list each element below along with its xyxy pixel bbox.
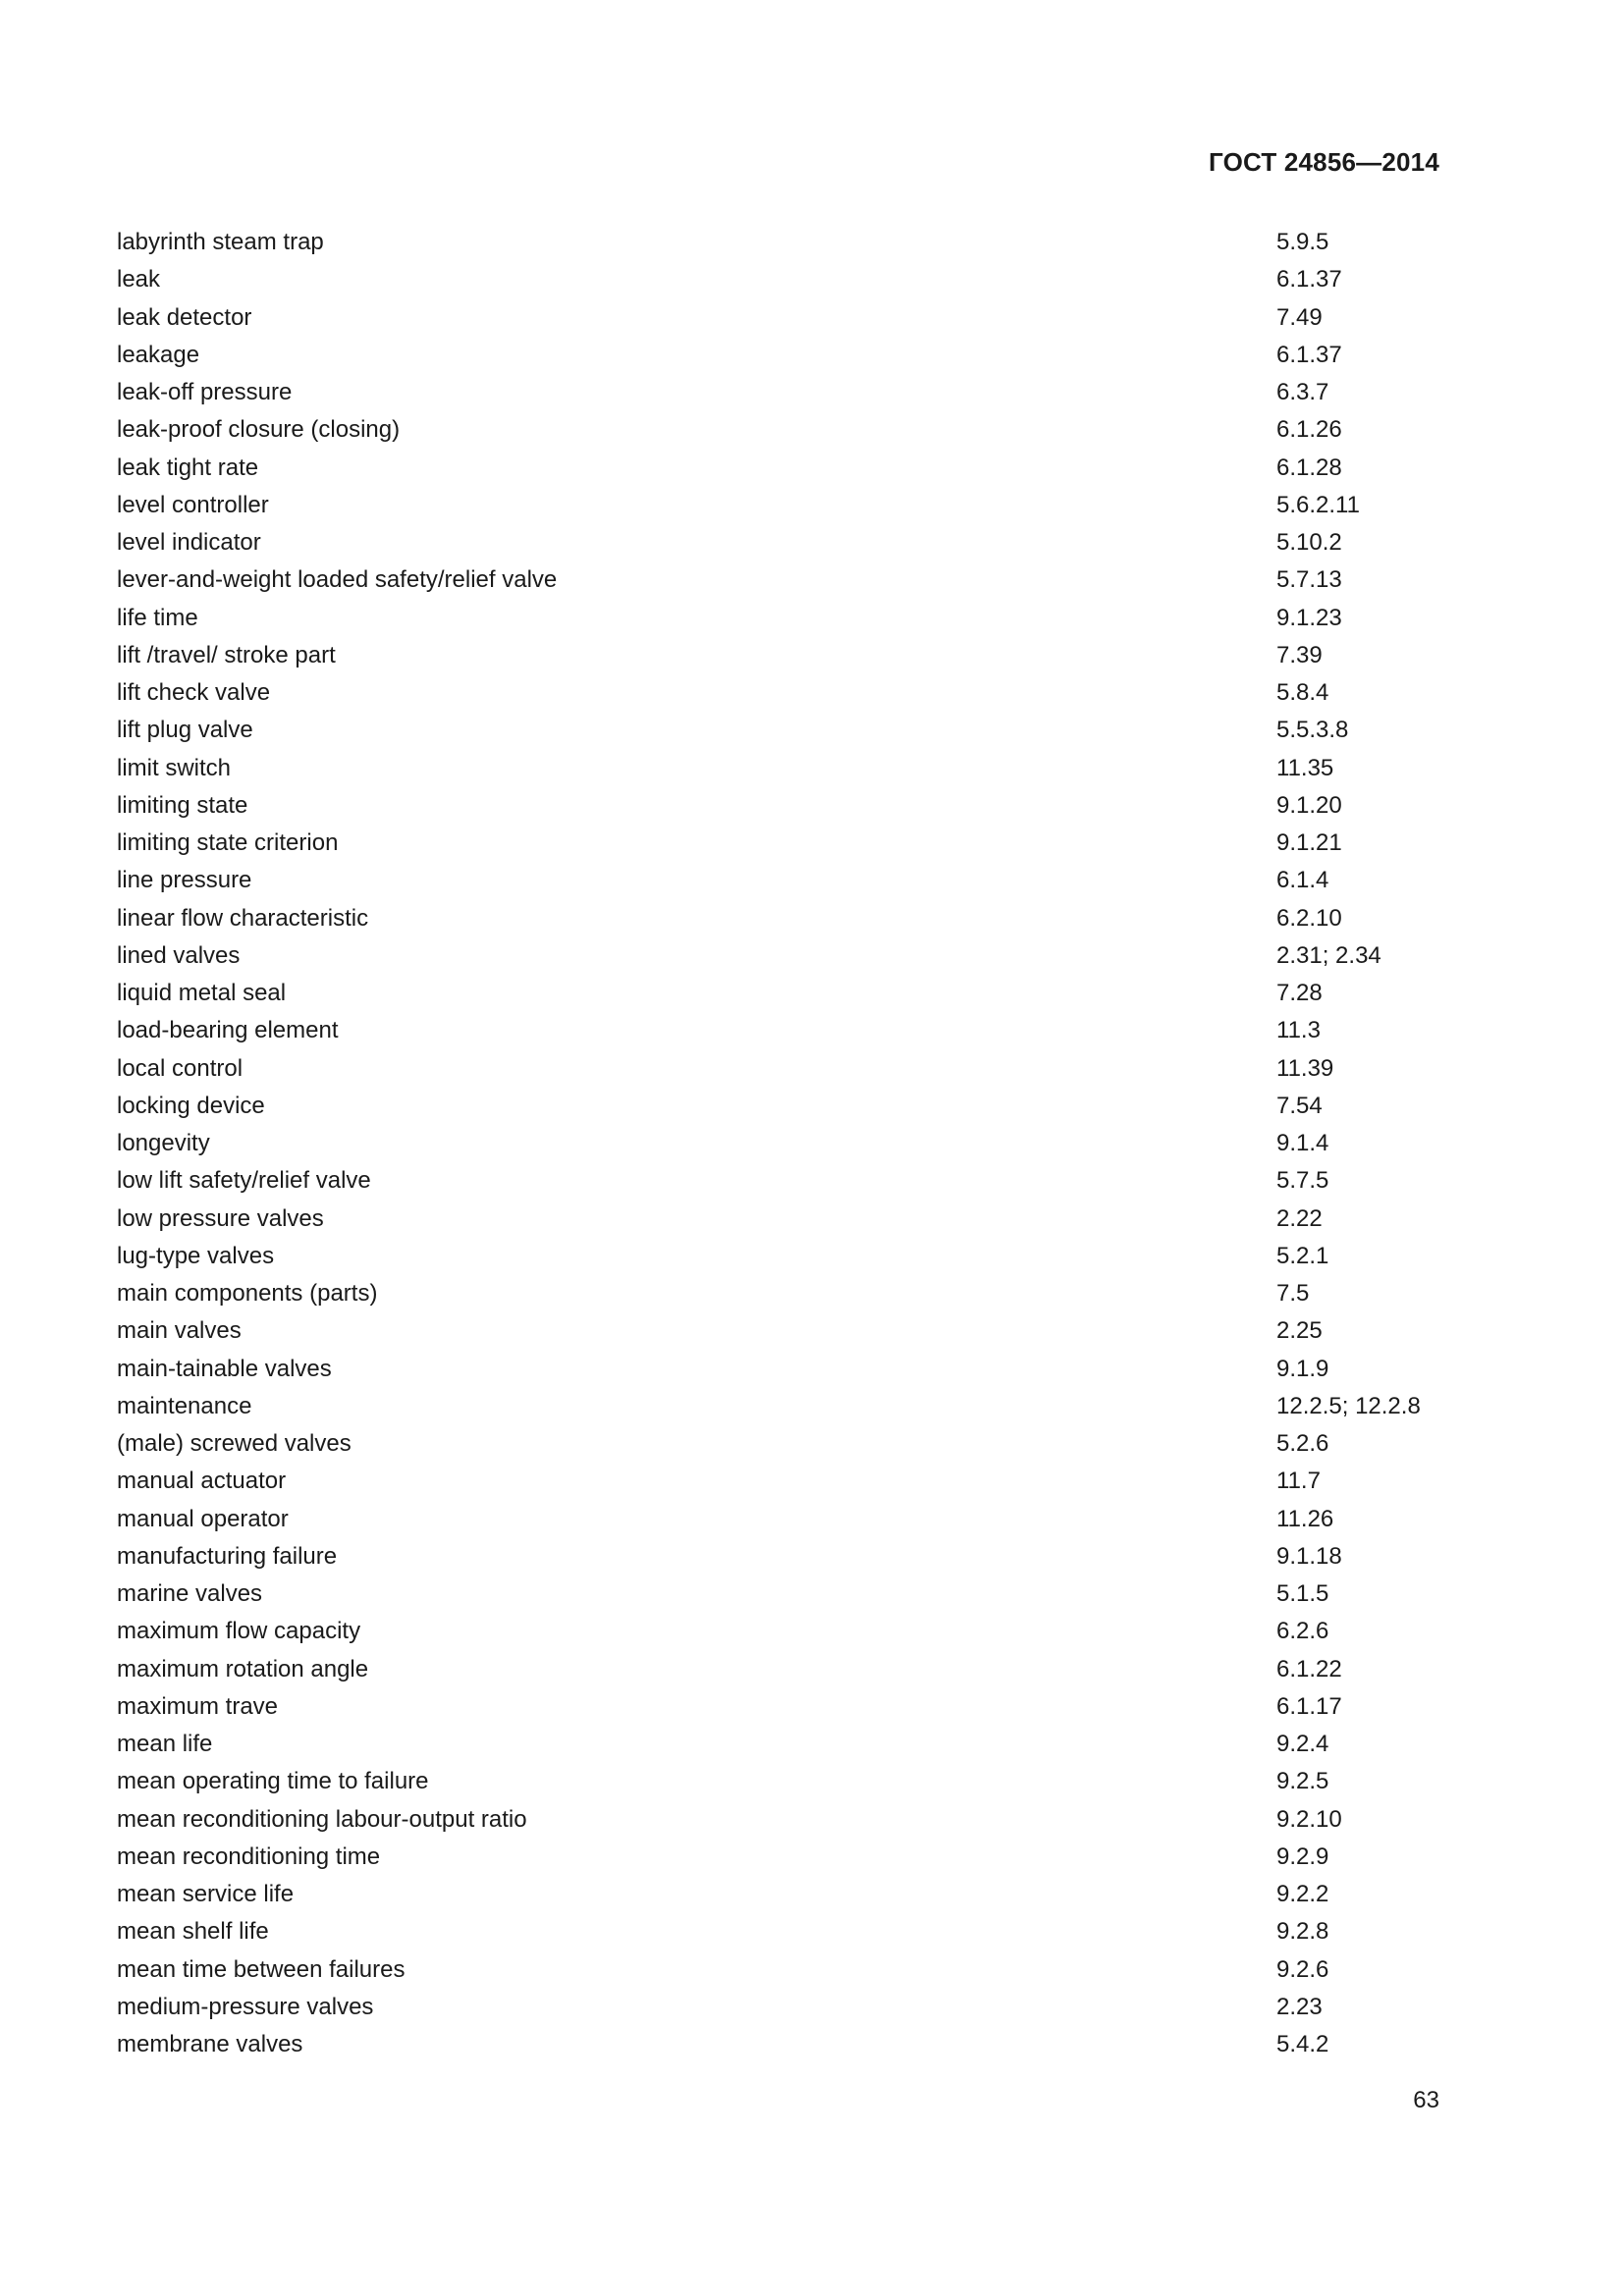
term-index-list — [117, 224, 1491, 2063]
index-term: mean reconditioning labour-output ratio — [117, 1805, 527, 1833]
index-row — [117, 261, 1491, 298]
index-row — [117, 1162, 1491, 1200]
index-term: manufacturing failure — [117, 1542, 338, 1570]
index-reference: 5.8.4 — [1276, 679, 1329, 706]
index-term: mean shelf life — [117, 1918, 269, 1946]
index-reference: 6.1.28 — [1276, 454, 1342, 481]
index-row — [117, 600, 1491, 637]
index-term: lift /travel/ stroke part — [117, 641, 336, 668]
index-term: limiting state criterion — [117, 829, 339, 856]
index-row — [117, 1613, 1491, 1650]
index-row — [117, 937, 1491, 975]
index-term: labyrinth steam trap — [117, 229, 324, 255]
index-term: maximum flow capacity — [117, 1618, 361, 1645]
index-reference: 12.2.5; 12.2.8 — [1276, 1392, 1421, 1419]
index-row — [117, 224, 1491, 261]
index-reference: 11.39 — [1276, 1054, 1334, 1082]
index-term: mean service life — [117, 1881, 295, 1907]
index-reference: 6.1.26 — [1276, 416, 1342, 444]
index-reference: 9.1.9 — [1276, 1355, 1329, 1382]
index-term: lined valves — [117, 941, 241, 969]
index-row — [117, 337, 1491, 374]
index-reference: 9.2.2 — [1276, 1881, 1329, 1907]
index-row — [117, 1088, 1491, 1125]
index-row — [117, 975, 1491, 1012]
index-reference: 7.28 — [1276, 980, 1323, 1006]
index-term: leak-off pressure — [117, 379, 293, 405]
index-row — [117, 1651, 1491, 1688]
index-reference: 7.49 — [1276, 303, 1323, 331]
index-row — [117, 450, 1491, 487]
index-term: lift plug valve — [117, 717, 253, 744]
index-row — [117, 1726, 1491, 1763]
index-reference: 9.2.9 — [1276, 1842, 1329, 1870]
index-reference: 11.26 — [1276, 1505, 1334, 1532]
index-term: leak tight rate — [117, 454, 259, 481]
index-row — [117, 1913, 1491, 1950]
index-term: maximum rotation angle — [117, 1655, 369, 1682]
index-row — [117, 1388, 1491, 1425]
document-standard-header: ГОСТ 24856—2014 — [1209, 147, 1439, 177]
index-term: linear flow characteristic — [117, 904, 369, 932]
index-term: limit switch — [117, 754, 232, 781]
index-reference: 5.9.5 — [1276, 229, 1329, 255]
index-reference: 6.1.37 — [1276, 341, 1342, 368]
index-term: lug-type valves — [117, 1242, 275, 1269]
index-reference: 6.3.7 — [1276, 379, 1329, 405]
index-term: limiting state — [117, 791, 248, 819]
index-term: load-bearing element — [117, 1017, 339, 1044]
index-reference: 7.5 — [1276, 1280, 1310, 1307]
index-row — [117, 1238, 1491, 1275]
index-term: low pressure valves — [117, 1204, 324, 1232]
index-row — [117, 1012, 1491, 1049]
index-row — [117, 561, 1491, 599]
index-reference: 5.5.3.8 — [1276, 717, 1349, 744]
index-term: mean operating time to failure — [117, 1768, 429, 1795]
index-reference: 5.2.1 — [1276, 1242, 1329, 1269]
index-term: mean life — [117, 1731, 213, 1757]
index-reference: 11.35 — [1276, 754, 1334, 781]
index-row — [117, 411, 1491, 449]
index-term: maintenance — [117, 1392, 252, 1419]
index-reference: 9.2.4 — [1276, 1731, 1329, 1757]
index-term: main components (parts) — [117, 1280, 378, 1307]
index-reference: 5.2.6 — [1276, 1430, 1329, 1457]
index-row — [117, 1425, 1491, 1463]
index-term: leakage — [117, 341, 200, 368]
index-reference: 5.7.5 — [1276, 1167, 1329, 1195]
index-reference: 9.2.5 — [1276, 1768, 1329, 1795]
index-term: marine valves — [117, 1580, 263, 1607]
index-reference: 6.2.10 — [1276, 904, 1342, 932]
index-reference: 2.22 — [1276, 1204, 1323, 1232]
index-row — [117, 1351, 1491, 1388]
index-reference: 9.2.6 — [1276, 1955, 1329, 1983]
index-reference: 11.7 — [1276, 1468, 1321, 1495]
index-reference: 6.1.37 — [1276, 266, 1342, 294]
index-term: membrane valves — [117, 2031, 303, 2057]
index-term: leak — [117, 266, 161, 294]
index-row — [117, 1050, 1491, 1088]
index-row — [117, 1575, 1491, 1613]
index-reference: 2.31; 2.34 — [1276, 941, 1381, 969]
index-reference: 2.25 — [1276, 1317, 1323, 1345]
index-term: lever-and-weight loaded safety/relief valve — [117, 566, 558, 594]
index-row — [117, 1839, 1491, 1876]
index-row — [117, 1763, 1491, 1800]
index-term: (male) screwed valves — [117, 1430, 352, 1457]
index-term: locking device — [117, 1092, 265, 1119]
index-row — [117, 524, 1491, 561]
index-term: level indicator — [117, 529, 261, 556]
index-row — [117, 1951, 1491, 1989]
index-row — [117, 862, 1491, 899]
index-term: low lift safety/relief valve — [117, 1167, 371, 1195]
index-row — [117, 1989, 1491, 2026]
index-row — [117, 900, 1491, 937]
index-row — [117, 1201, 1491, 1238]
index-reference: 9.1.23 — [1276, 604, 1342, 631]
index-row — [117, 674, 1491, 712]
index-row — [117, 787, 1491, 825]
index-row — [117, 1501, 1491, 1538]
index-row — [117, 2026, 1491, 2063]
index-term: liquid metal seal — [117, 980, 287, 1006]
index-reference: 9.1.18 — [1276, 1542, 1342, 1570]
index-reference: 5.1.5 — [1276, 1580, 1329, 1607]
index-term: mean time between failures — [117, 1955, 406, 1983]
index-row — [117, 1125, 1491, 1162]
index-reference: 6.2.6 — [1276, 1618, 1329, 1645]
index-row — [117, 637, 1491, 674]
index-reference: 5.6.2.11 — [1276, 491, 1360, 518]
index-reference: 11.3 — [1276, 1017, 1321, 1044]
index-row — [117, 1538, 1491, 1575]
index-term: line pressure — [117, 867, 252, 894]
index-reference: 5.4.2 — [1276, 2031, 1329, 2057]
index-reference: 6.1.22 — [1276, 1655, 1342, 1682]
index-row — [117, 1876, 1491, 1913]
index-term: level controller — [117, 491, 269, 518]
index-term: life time — [117, 604, 198, 631]
index-row — [117, 1688, 1491, 1726]
index-row — [117, 374, 1491, 411]
index-reference: 7.54 — [1276, 1092, 1323, 1119]
index-term: maximum trave — [117, 1692, 279, 1720]
index-term: mean reconditioning time — [117, 1842, 381, 1870]
index-row — [117, 1312, 1491, 1350]
index-term: leak detector — [117, 303, 252, 331]
index-row — [117, 1463, 1491, 1500]
index-reference: 9.1.4 — [1276, 1130, 1329, 1156]
index-term: lift check valve — [117, 679, 271, 706]
index-reference: 6.1.4 — [1276, 867, 1329, 894]
index-term: leak-proof closure (closing) — [117, 416, 401, 444]
index-row — [117, 487, 1491, 524]
index-reference: 5.10.2 — [1276, 529, 1342, 556]
index-term: manual operator — [117, 1505, 289, 1532]
index-term: manual actuator — [117, 1468, 287, 1495]
index-reference: 9.2.10 — [1276, 1805, 1342, 1833]
index-row — [117, 750, 1491, 787]
index-reference: 9.1.20 — [1276, 791, 1342, 819]
index-row — [117, 1275, 1491, 1312]
index-term: main valves — [117, 1317, 242, 1345]
index-term: local control — [117, 1054, 244, 1082]
index-term: main-tainable valves — [117, 1355, 332, 1382]
index-term: longevity — [117, 1130, 210, 1156]
index-reference: 9.2.8 — [1276, 1918, 1329, 1946]
index-term: medium-pressure valves — [117, 1993, 374, 2020]
index-reference: 5.7.13 — [1276, 566, 1342, 594]
index-reference: 9.1.21 — [1276, 829, 1342, 856]
index-reference: 6.1.17 — [1276, 1692, 1342, 1720]
index-row — [117, 1801, 1491, 1839]
index-reference: 2.23 — [1276, 1993, 1323, 2020]
index-row — [117, 712, 1491, 749]
page-number: 63 — [1413, 2087, 1439, 2113]
index-row — [117, 299, 1491, 337]
index-row — [117, 825, 1491, 862]
index-reference: 7.39 — [1276, 641, 1323, 668]
